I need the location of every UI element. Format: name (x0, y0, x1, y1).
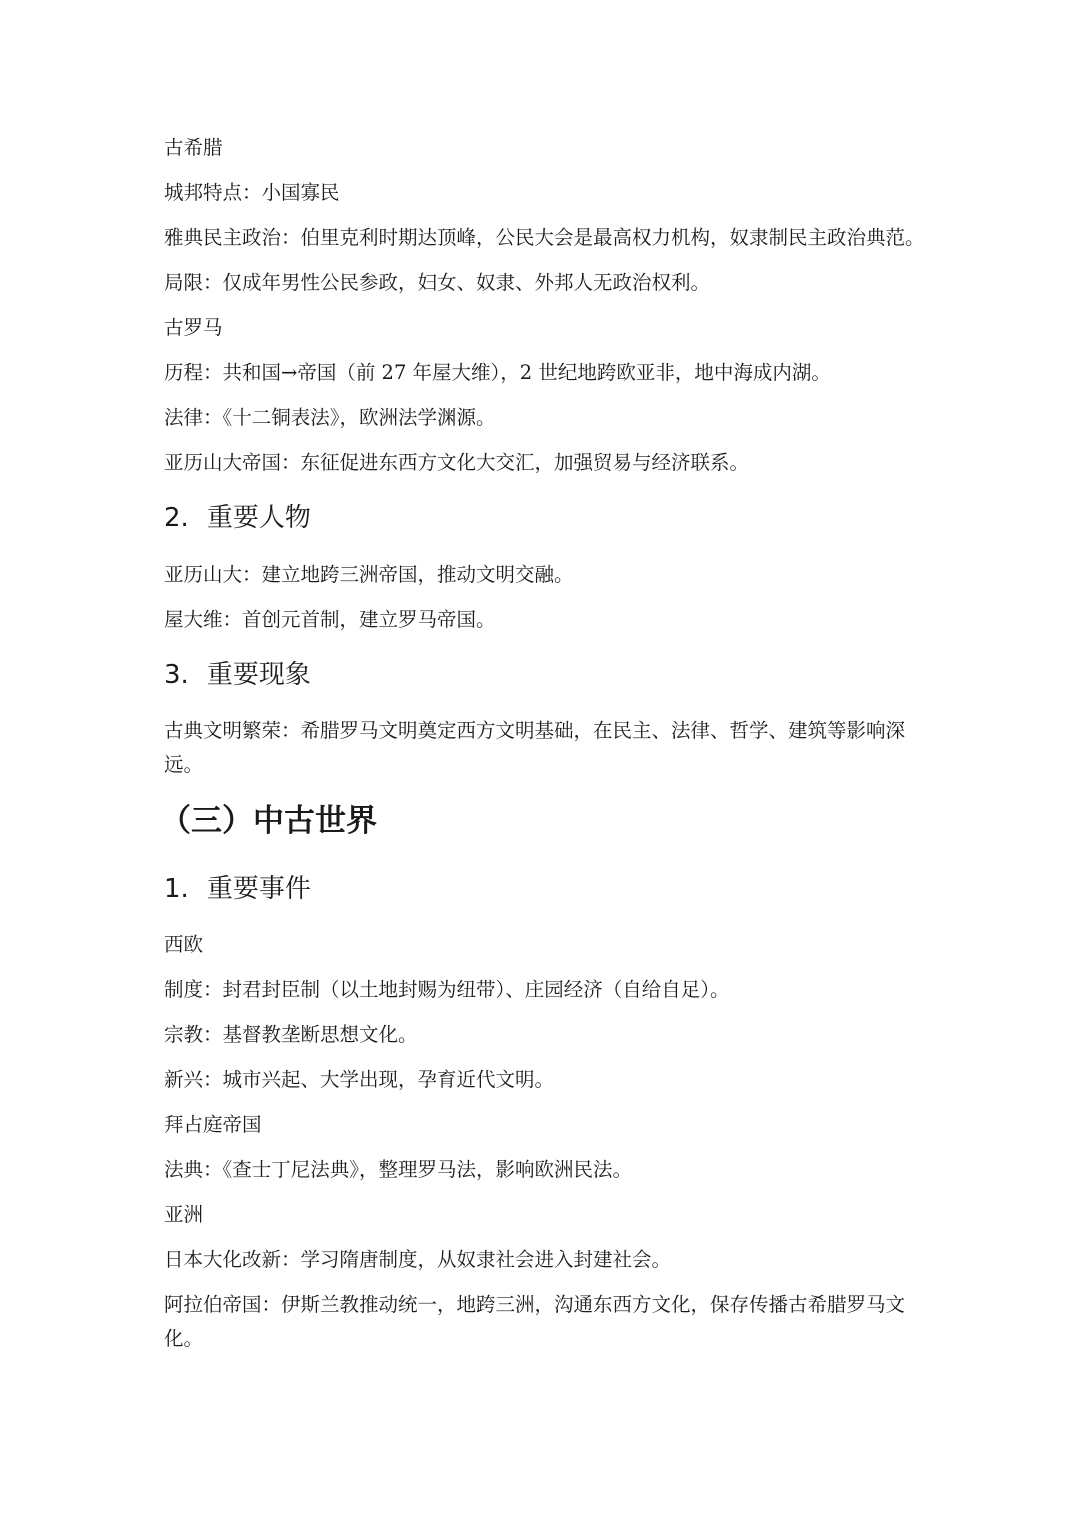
heading-number: 1. (164, 874, 189, 904)
text-line: 宗教：基督教垄断思想文化。 (164, 1023, 418, 1046)
subheading-byzantine-empire: 拜占庭帝国 (164, 1113, 262, 1136)
subheading-ancient-rome: 古罗马 (164, 316, 223, 339)
text-line: 新兴：城市兴起、大学出现，孕育近代文明。 (164, 1068, 555, 1091)
heading-text: 重要现象 (206, 660, 311, 690)
subheading-asia: 亚洲 (164, 1203, 204, 1226)
text-line: 城邦特点：小国寡民 (164, 181, 340, 204)
heading-text: 重要事件 (206, 874, 311, 904)
text-line: 局限：仅成年男性公民参政，妇女、奴隶、外邦人无政治权利。 (164, 271, 711, 294)
heading-number: 2. (164, 503, 189, 533)
text-line: 亚历山大：建立地跨三洲帝国，推动文明交融。 (164, 563, 574, 586)
heading-text: 重要人物 (206, 503, 311, 533)
text-line: 日本大化改新：学习隋唐制度，从奴隶社会进入封建社会。 (164, 1248, 672, 1271)
text-line: 制度：封君封臣制（以土地封赐为纽带）、庄园经济（自给自足）。 (164, 978, 730, 1001)
heading-important-people (164, 498, 311, 538)
text-line: 法律：《十二铜表法》，欧洲法学渊源。 (164, 406, 496, 429)
text-line: 亚历山大帝国：东征促进东西方文化大交汇，加强贸易与经济联系。 (164, 451, 750, 474)
heading-important-events (164, 869, 311, 909)
text-paragraph: 阿拉伯帝国：伊斯兰教推动统一，地跨三洲，沟通东西方文化，保存传播古希腊罗马文化。 (164, 1293, 906, 1350)
subheading-western-europe: 西欧 (164, 933, 204, 956)
heading-important-phenomena (164, 655, 311, 695)
text-line: 法典：《查士丁尼法典》，整理罗马法，影响欧洲民法。 (164, 1158, 633, 1181)
text-line: 屋大维：首创元首制，建立罗马帝国。 (164, 608, 496, 631)
section-title-medieval-world: （三）中古世界 (160, 803, 377, 839)
text-line: 雅典民主政治：伯里克利时期达顶峰，公民大会是最高权力机构，奴隶制民主政治典范。 (164, 226, 925, 249)
text-line: 历程：共和国→帝国（前 27 年屋大维），2 世纪地跨欧亚非，地中海成内湖。 (164, 361, 831, 384)
heading-number: 3. (164, 660, 189, 690)
text-paragraph: 古典文明繁荣：希腊罗马文明奠定西方文明基础，在民主、法律、哲学、建筑等影响深远。 (164, 719, 906, 776)
subheading-ancient-greece: 古希腊 (164, 136, 223, 159)
